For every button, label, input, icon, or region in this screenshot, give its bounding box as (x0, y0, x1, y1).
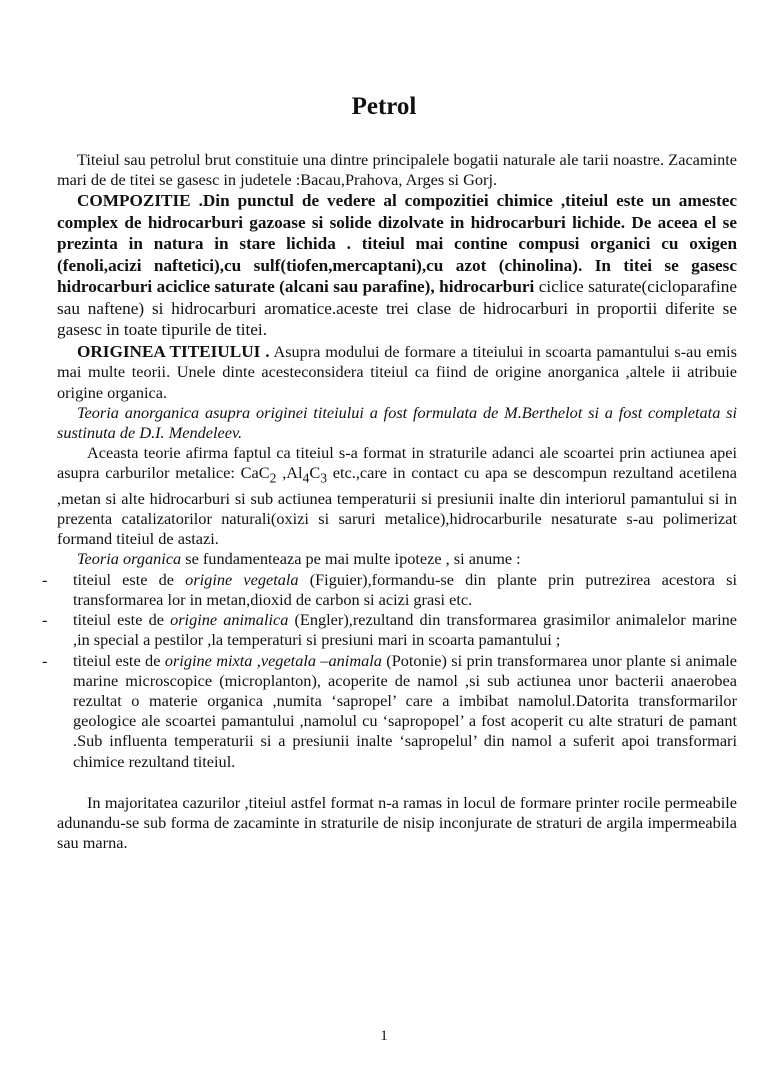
composition-paragraph (57, 190, 737, 341)
page-title: Petrol (351, 93, 417, 120)
organic-theory-text: se fundamenteaza pe mai multe ipoteze , si anume : (181, 549, 521, 569)
composition-heading: COMPOZITIE (77, 191, 191, 211)
list-bullet: - (42, 569, 48, 589)
list-bullet: - (42, 610, 48, 630)
inorganic-text-b: ,Al (276, 463, 303, 483)
organic-theory-paragraph (57, 549, 737, 569)
list-item-emphasis: origine vegetala (185, 569, 299, 589)
inorganic-text-a: Aceasta teorie afirma faptul ca titeiul s-a format in straturile adanci ale scoartei prin actiunea apei asupra carburilor metalice: CaC (57, 443, 737, 483)
list-item-text: (Potonie) si prin transformarea unor plante si animale marine microscopice (microplanton), acoperite de namol ,si sub actiunea unor bacterii anaerobea rezultat o materie organica ,numita ‘sapropel’ care a imbibat namolul.Datorita transformarilor geologice ale scoartei pamantului ,namolul cu ‘sapropopel’ a fost acoperit cu alte straturi de pamant .Sub influenta temperaturii si a presiunii inalte ‘sapropelul’ din namol a suferit apoi transformari chimice rezultand titeiul. (73, 650, 738, 771)
inorganic-explanation-paragraph (57, 443, 737, 549)
list-item-text: titeiul este de (73, 569, 186, 589)
subscript: 3 (320, 470, 328, 486)
list-item-emphasis: origine animalica (170, 610, 289, 630)
inorganic-text-c: C (309, 463, 321, 483)
composition-bold-text: .Din punctul de vedere al compozitiei chimice ,titeiul este un amestec complex de hidrocarburi gazoase si solide dizolvate in hidrocarburi lichide. De aceea el se prezinta in natura in stare lichida . titeiul mai contine compusi organici cu oxigen (fenoli,acizi naftetici),cu sulf(tiofen,mercaptani),cu azot (chinolina). In titei se gasesc hidrocarburi aciclice saturate (alcani sau parafine), hidrocarburi (57, 191, 737, 297)
list-item-text: titeiul este de (73, 650, 165, 670)
closing-paragraph: In majoritatea cazurilor ,titeiul astfel format n-a ramas in locul de formare printer rocile permeabile adunandu-se sub forma de zacaminte in straturile de nisip inconjurate de straturi de argila impermeabila sau marna. (57, 792, 737, 853)
origin-text: Asupra modului de formare a titeiului in scoarta pamantului s-au emis mai multe teorii. Unele dinte acesteconsidera titeiul ca fiind de origine anorganica ,altele ii atribuie origine organica. (57, 341, 737, 402)
list-item-emphasis: origine mixta ,vegetala –animala (164, 650, 382, 670)
page-number: 1 (380, 1028, 388, 1044)
document-body (42, 150, 738, 853)
list-item-text: titeiul este de (73, 610, 171, 630)
origin-paragraph (57, 341, 737, 403)
composition-text: ciclice saturate(cicloparafine sau naftene) si hidrocarburi aromatice.aceste trei clase de hidrocarburi in proportii diferite se gasesc in toate tipurile de titei. (57, 277, 737, 340)
subscript: 4 (302, 470, 310, 486)
intro-paragraph: Titeiul sau petrolul brut constituie una dintre principalele bogatii naturale ale tarii noastre. Zacaminte mari de de titei se gasesc in judetele :Bacau,Prahova, Arges si Gorj. (57, 150, 737, 190)
hypotheses-list (42, 569, 738, 772)
inorganic-text-d: etc.,care in contact cu apa se descompun rezultand acetilena ,metan si alte hidrocarburi si sub actiunea temperaturii si presiunii inalte din interiorul pamantului si in prezenta catalizatorilor naturali(oxizi si saruri metalice),hidrocarburile nesaturate s-au polimerizat formand titeiul de astazi. (57, 463, 738, 549)
list-item (42, 650, 738, 772)
spacer (57, 772, 737, 793)
origin-heading: ORIGINEA TITEIULUI . (77, 341, 270, 361)
list-item-text: (Figuier),formandu-se din plante prin putrezirea acestora si transformarea lor in metan,dioxid de carbon si acizi grasi etc. (73, 569, 738, 609)
subscript: 2 (269, 470, 277, 486)
inorganic-theory-paragraph: Teoria anorganica asupra originei titeiului a fost formulata de M.Berthelot si a fost completata si sustinuta de D.I. Mendeleev. (57, 402, 737, 443)
list-bullet: - (42, 650, 48, 670)
organic-theory-term: Teoria organica (77, 549, 182, 569)
list-item (42, 569, 738, 610)
list-item-text: (Engler),rezultand din transformarea grasimilor animalelor marine ,in special a pestilor ,la temperaturi si presiuni mari in scoarta pamantului ; (73, 610, 738, 650)
list-item (42, 610, 738, 650)
